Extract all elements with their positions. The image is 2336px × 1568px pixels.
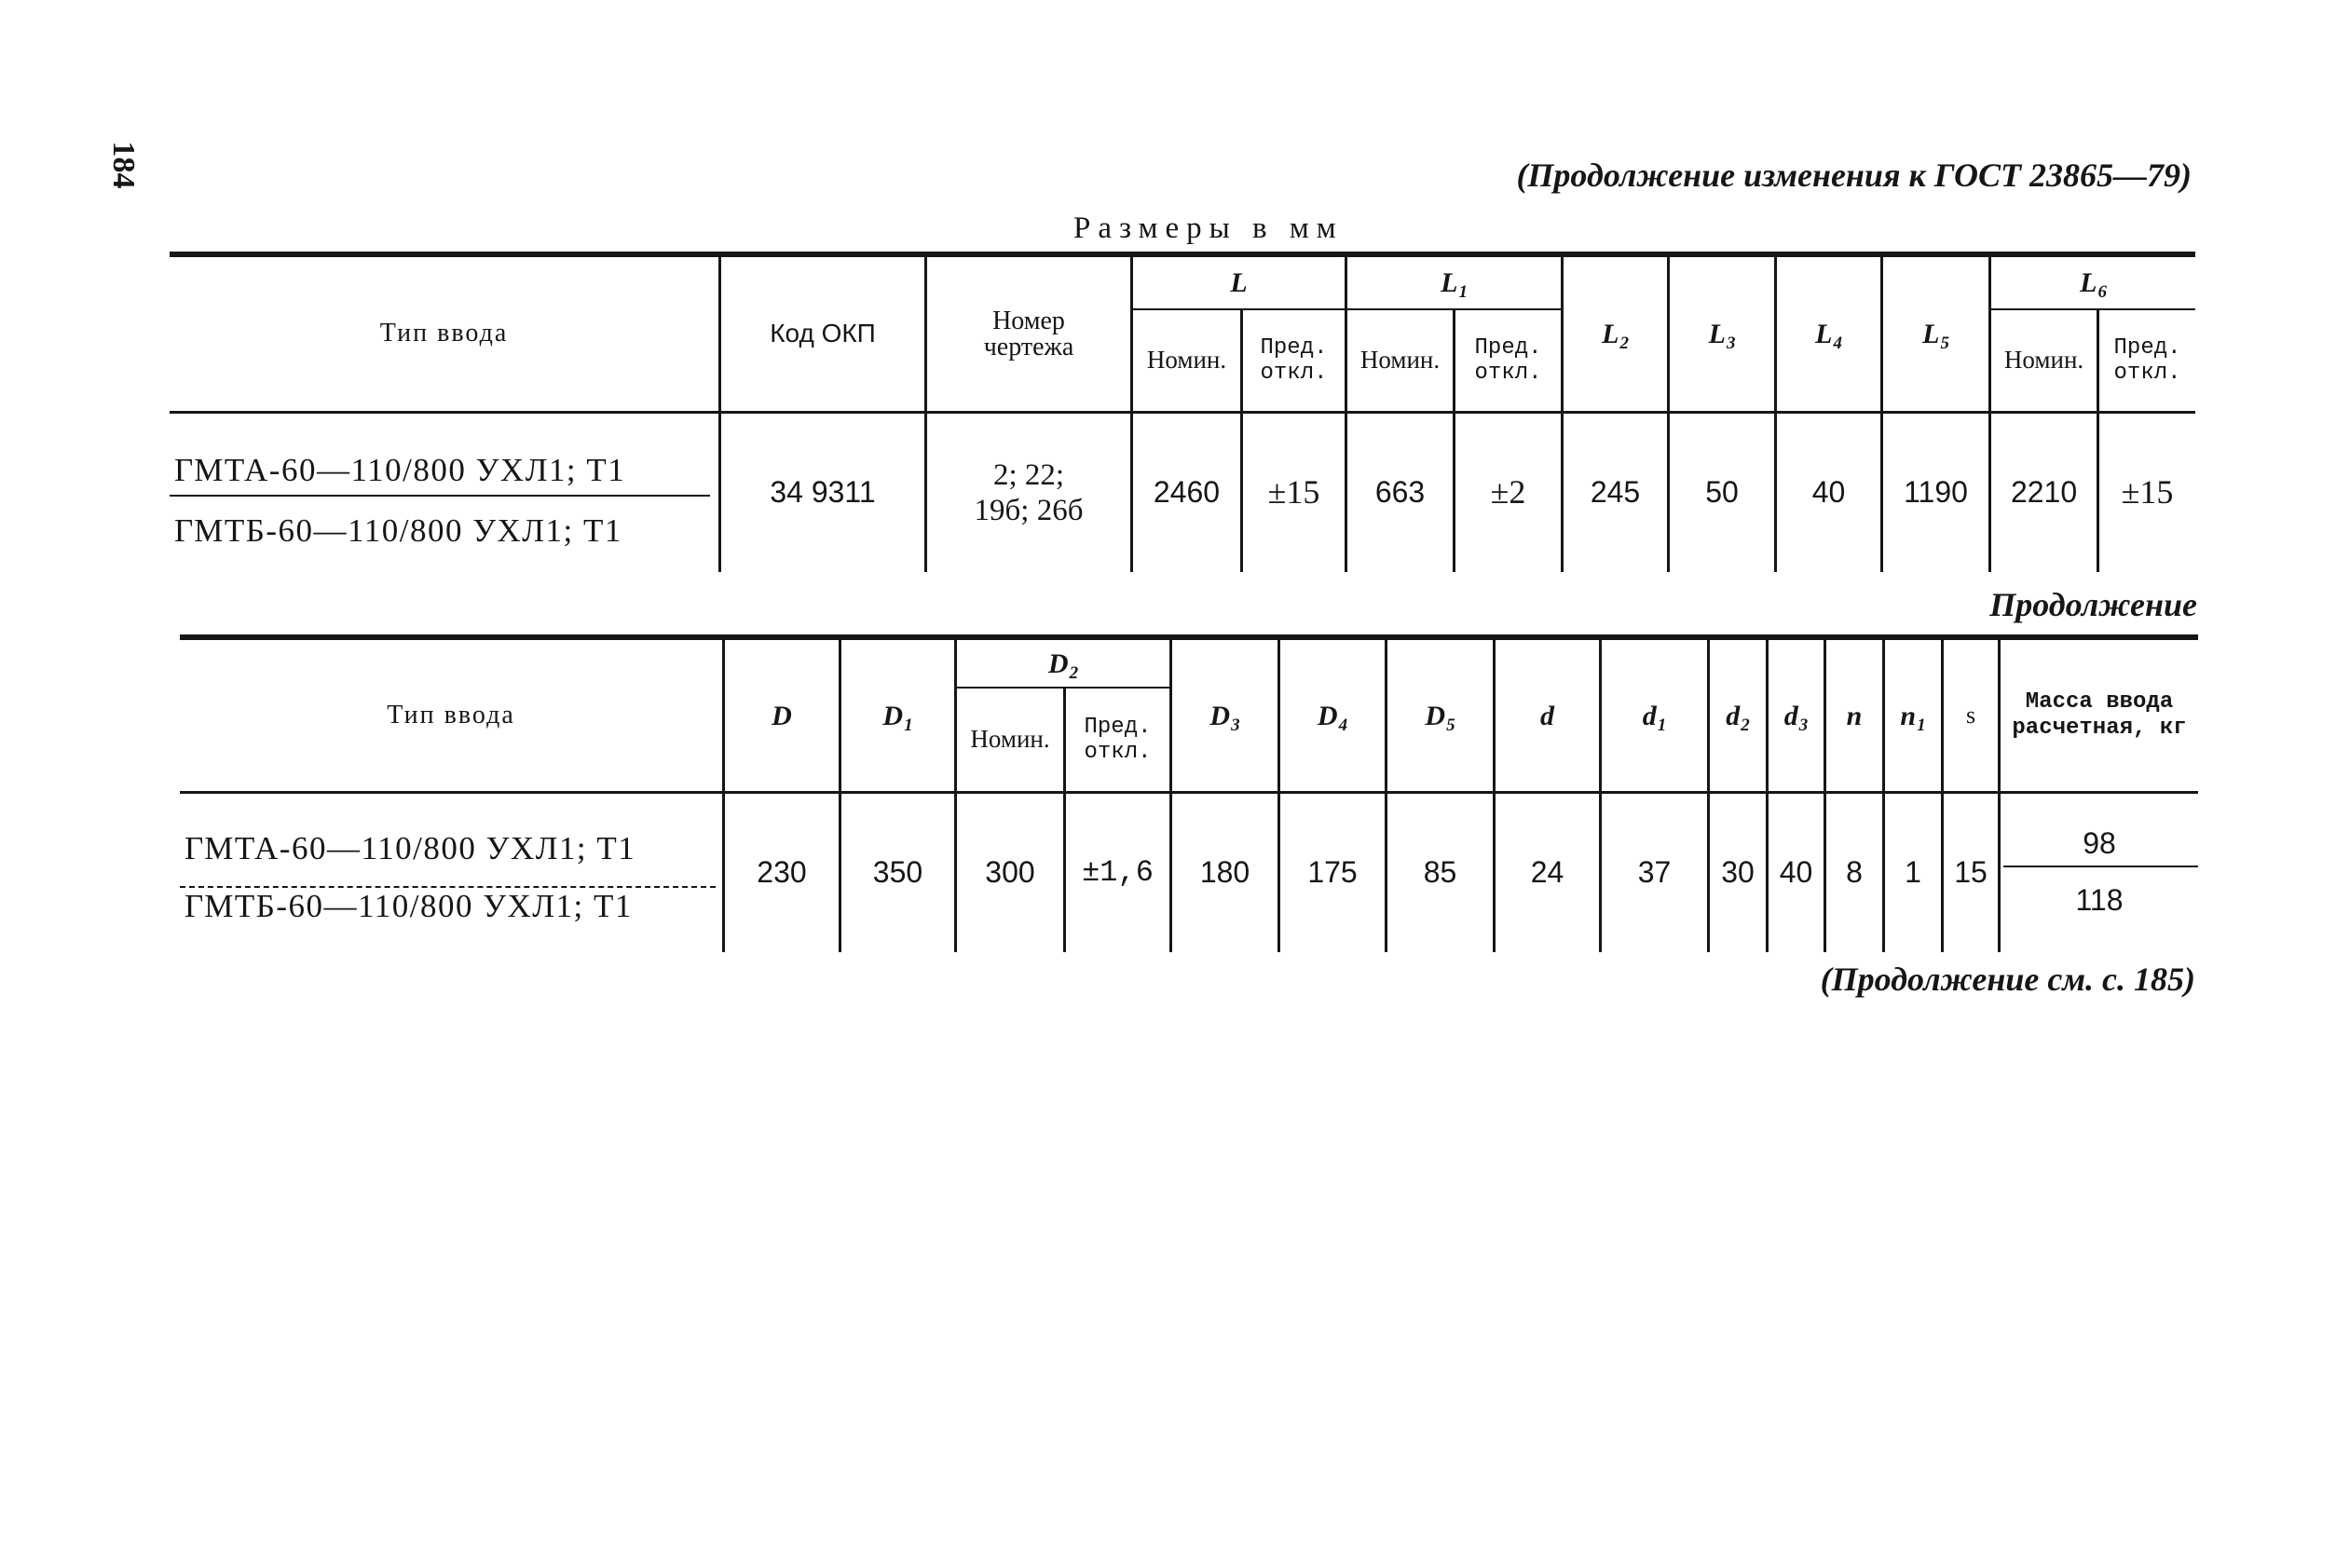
table2-header-D2-tolerance <box>1063 689 1169 794</box>
table1-cell-type <box>170 414 718 572</box>
table2-mass-value-2: 118 <box>2075 883 2124 917</box>
table1-header-L4-symbol: L <box>1815 319 1833 349</box>
table1-L2-value: 245 <box>1590 475 1641 510</box>
table1-header-L <box>1130 257 1345 310</box>
table2-cell-n1 <box>1882 794 1941 952</box>
table1-cell-L4 <box>1774 414 1880 572</box>
table1-okp-value: 34 9311 <box>770 475 876 510</box>
table1-header-L-symbol: L <box>1230 267 1248 298</box>
table1-L1-tolerance-value: ±2 <box>1490 473 1526 511</box>
table1-cell-drawing <box>924 414 1130 572</box>
table2-mass-fraction-line <box>2003 866 2198 867</box>
table1-cell-L-tolerance <box>1240 414 1345 572</box>
table2-cell-d3 <box>1766 794 1824 952</box>
table1-cell-L1-tolerance <box>1453 414 1561 572</box>
table1-L-tolerance-value: ±15 <box>1267 473 1320 511</box>
table1-type-name-1: ГМТА-60—110/800 УХЛ1; Т1 <box>174 452 626 488</box>
table2-header-d2-subscript: 2 <box>1741 715 1750 735</box>
table1-L4-value: 40 <box>1811 475 1846 510</box>
table2-s-value: 15 <box>1954 855 1988 890</box>
table2-header-s <box>1941 640 1998 794</box>
table2-header-D2-nominal <box>954 689 1063 794</box>
table1-cell-L1-nominal <box>1345 414 1453 572</box>
table1-header-L4 <box>1774 257 1880 414</box>
table1-header-L3 <box>1667 257 1774 414</box>
table1-header-L1-symbol: L <box>1441 267 1458 298</box>
table1-header-L-nominal-label: Номин. <box>1146 346 1227 375</box>
table2-header-d2-symbol: d <box>1726 700 1741 731</box>
table1-header-drawing-line-1: Номер <box>992 306 1065 335</box>
table2-header-d2 <box>1707 640 1766 794</box>
table1-header-L6-symbol: L <box>2080 267 2097 298</box>
units-caption: Размеры в мм <box>1073 211 1344 245</box>
table2-mass-fraction <box>2001 794 2198 952</box>
table2-d3-value: 40 <box>1779 855 1813 890</box>
table2-d1-value: 37 <box>1637 855 1672 890</box>
table2-header-d1-subscript: 1 <box>1657 715 1667 735</box>
table1-header-L-tolerance <box>1240 310 1345 414</box>
table2-type-name-2: ГМТБ-60—110/800 УХЛ1; Т1 <box>184 888 633 924</box>
dimensions-table-2 <box>180 640 2198 952</box>
table1-header-L4-subscript: 4 <box>1833 334 1842 353</box>
table2-d-value: 24 <box>1530 855 1564 890</box>
table2-header-mass-line-2: расчетная, кг <box>2012 716 2187 741</box>
table1-header-L2-symbol: L <box>1602 319 1619 349</box>
continuation-label: Продолжение <box>1989 586 2197 623</box>
table2-header-D2-tolerance-line-2: откл. <box>1084 740 1152 765</box>
table1-header-L6-tolerance-line-1: Пред. <box>2113 335 2181 361</box>
table1-type-name-2: ГМТБ-60—110/800 УХЛ1; Т1 <box>174 512 622 549</box>
table1-header-L1-subscript: 1 <box>1458 282 1468 302</box>
table2-cell-d2 <box>1707 794 1766 952</box>
table2-header-mass-line-1: Масса ввода <box>2025 689 2174 715</box>
table1-L3-value: 50 <box>1705 475 1739 510</box>
table2-cell-D4 <box>1277 794 1385 952</box>
table1-L1-nominal-value: 663 <box>1374 475 1426 510</box>
table2-header-n1-subscript: 1 <box>1917 715 1926 735</box>
table2-D2-tolerance-value: ±1,6 <box>1082 855 1154 891</box>
table2-header-D3-symbol: D <box>1209 700 1231 731</box>
table2-header-D5-subscript: 5 <box>1446 715 1455 735</box>
table1-cell-L2 <box>1561 414 1667 572</box>
table2-cell-D3 <box>1169 794 1277 952</box>
table2-D-value: 230 <box>757 855 807 890</box>
table1-header-row-1 <box>170 257 2195 310</box>
table2-header-D1-symbol: D <box>882 700 904 731</box>
table2-header-D4 <box>1277 640 1385 794</box>
table1-header-L6-tolerance <box>2097 310 2195 414</box>
table2-header-row-1 <box>180 640 2198 689</box>
header-note: (Продолжение изменения к ГОСТ 23865—79) <box>1516 157 2192 194</box>
table1-drawing-line-1: 2; 22; <box>992 458 1065 492</box>
table2-D5-value: 85 <box>1423 855 1457 890</box>
table1-L-nominal-value: 2460 <box>1153 475 1221 510</box>
table2-header-D2-symbol: D <box>1047 648 1069 679</box>
table2-header-D2 <box>954 640 1169 689</box>
table1-header-okp-label: Код ОКП <box>770 319 876 348</box>
table1-drawing-line-2: 19б; 26б <box>974 494 1084 527</box>
table1-header-L-nominal <box>1130 310 1240 414</box>
table1-cell-L5 <box>1880 414 1988 572</box>
table1-header-L1-tolerance-line-2: откл. <box>1474 361 1542 386</box>
table2-cell-s <box>1941 794 1998 952</box>
table2-header-type-label: Тип ввода <box>387 700 515 729</box>
table2-cell-D2-tolerance <box>1063 794 1169 952</box>
table-row <box>180 794 2198 952</box>
table2-header-d1 <box>1599 640 1707 794</box>
table2-header-D-symbol: D <box>772 700 792 731</box>
table1-header-L3-subscript: 3 <box>1726 334 1736 353</box>
table1-cell-L6-nominal <box>1988 414 2097 572</box>
table2-header-D2-subscript: 2 <box>1069 662 1079 683</box>
table2-n-value: 8 <box>1846 855 1863 890</box>
table2-header-d1-symbol: d <box>1642 700 1657 731</box>
table2-header-D3 <box>1169 640 1277 794</box>
table1-L6-tolerance-value: ±15 <box>2121 473 2174 511</box>
table2-cell-n <box>1824 794 1882 952</box>
table1-header-L5-subscript: 5 <box>1940 334 1949 353</box>
table1-header-L6 <box>1988 257 2195 310</box>
table2-cell-D5 <box>1385 794 1493 952</box>
table1-header-L6-nominal-label: Номин. <box>2003 346 2084 375</box>
table1-header-type-label: Тип ввода <box>379 319 509 348</box>
table1-L5-value: 1190 <box>1904 475 1968 510</box>
table2-cell-D <box>722 794 839 952</box>
table2-header-D1-subscript: 1 <box>904 715 913 735</box>
table2-header-D <box>722 640 839 794</box>
table1-header-L3-symbol: L <box>1708 319 1726 349</box>
table2-header-D5 <box>1385 640 1493 794</box>
table2-cell-D1 <box>839 794 954 952</box>
table1-header-drawing <box>924 257 1130 414</box>
table2-cell-type <box>180 794 722 952</box>
table2-cell-D2-nominal <box>954 794 1063 952</box>
table2-type-names <box>180 794 722 952</box>
table2-header-d3-subscript: 3 <box>1798 715 1809 735</box>
table2-header-D2-tolerance-line-1: Пред. <box>1084 715 1152 740</box>
table2-header-D5-symbol: D <box>1425 700 1446 731</box>
table2-header-d-symbol: d <box>1540 700 1555 731</box>
table1-header-L5 <box>1880 257 1988 414</box>
table1-header-L-tolerance-line-2: откл. <box>1260 361 1328 386</box>
table1-header-L1-nominal <box>1345 310 1453 414</box>
table2-D3-value: 180 <box>1199 855 1250 890</box>
table1-header-L5-symbol: L <box>1922 319 1940 349</box>
footer-note: (Продолжение см. с. 185) <box>1820 961 2195 998</box>
table2-header-d3 <box>1766 640 1824 794</box>
table2-D2-nominal-value: 300 <box>985 855 1035 890</box>
table2-header-n1 <box>1882 640 1941 794</box>
table2-header-mass <box>1998 640 2198 794</box>
table1-header-L2 <box>1561 257 1667 414</box>
table2-header-D3-subscript: 3 <box>1231 715 1240 735</box>
table2-type-name-1: ГМТА-60—110/800 УХЛ1; Т1 <box>184 830 636 866</box>
table1-type-names <box>170 414 718 572</box>
table2-D4-value: 175 <box>1307 855 1358 890</box>
table1-header-L6-tolerance-line-2: откл. <box>2113 361 2181 386</box>
table2-header-D4-symbol: D <box>1317 700 1338 731</box>
table2-cell-d1 <box>1599 794 1707 952</box>
page-number: 184 <box>106 141 141 189</box>
table1-header-L6-subscript: 6 <box>2097 282 2107 302</box>
table1-header-drawing-line-2: чертежа <box>983 332 1074 361</box>
table2-header-d3-symbol: d <box>1783 700 1798 731</box>
table1-cell-L3 <box>1667 414 1774 572</box>
table2-cell-mass <box>1998 794 2198 952</box>
table1-header-okp <box>718 257 924 414</box>
table1-header-type <box>170 257 718 414</box>
table1-header-L1-tolerance <box>1453 310 1561 414</box>
table1-L6-nominal-value: 2210 <box>2010 475 2078 510</box>
table1-type-separator <box>170 495 710 497</box>
table2-header-n <box>1824 640 1882 794</box>
table1-header-L1-nominal-label: Номин. <box>1359 346 1441 375</box>
table1-header-L2-subscript: 2 <box>1619 334 1629 353</box>
table1-cell-L-nominal <box>1130 414 1240 572</box>
table2-header-type <box>180 640 722 794</box>
table2-n1-value: 1 <box>1905 855 1921 890</box>
table2-header-d <box>1493 640 1599 794</box>
table1-cell-L6-tolerance <box>2097 414 2195 572</box>
table-row <box>170 414 2195 572</box>
table2-header-n1-symbol: n <box>1900 700 1917 731</box>
table2-mass-value-1: 98 <box>2083 826 2116 860</box>
dimensions-table-1 <box>170 257 2195 572</box>
table1-header-L1 <box>1345 257 1561 310</box>
table2-header-n-symbol: n <box>1846 700 1863 731</box>
table2-header-D2-nominal-label: Номин. <box>970 725 1050 754</box>
table2-d2-value: 30 <box>1721 855 1755 890</box>
table1-header-L-tolerance-line-1: Пред. <box>1260 335 1328 361</box>
table1-header-L1-tolerance-line-1: Пред. <box>1474 335 1542 361</box>
table1-header-L6-nominal <box>1988 310 2097 414</box>
table1-cell-okp <box>718 414 924 572</box>
table2-cell-d <box>1493 794 1599 952</box>
table2-header-D1 <box>839 640 954 794</box>
table2-D1-value: 350 <box>872 855 923 890</box>
table2-header-D4-subscript: 4 <box>1338 715 1348 735</box>
table2-header-s-symbol: s <box>1965 701 1976 729</box>
